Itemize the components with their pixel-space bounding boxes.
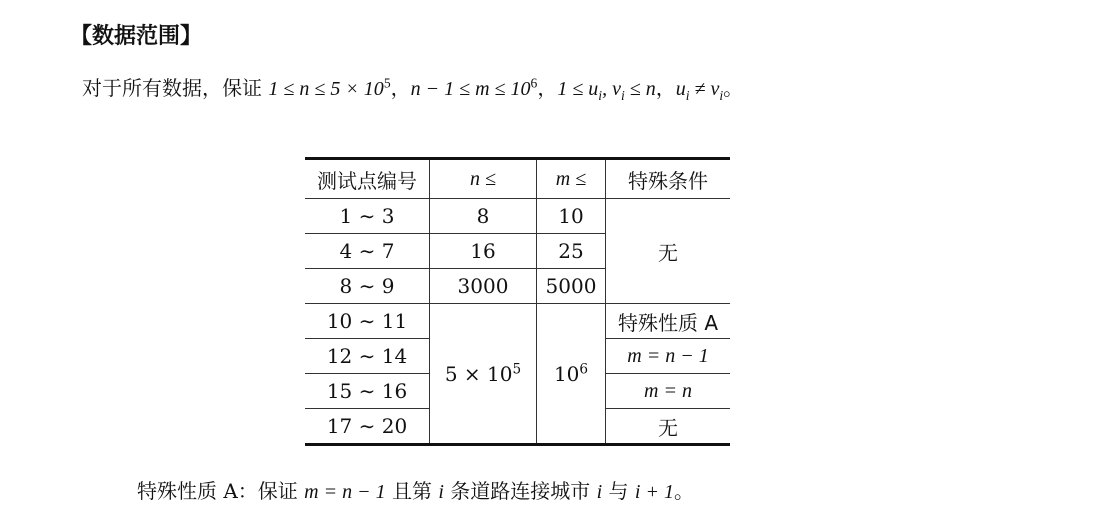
cell-test-id: 12 ∼ 14 bbox=[305, 339, 430, 374]
cell-test-id: 1 ∼ 3 bbox=[305, 199, 430, 234]
constraint-prefix: 对于所有数据，保证 bbox=[82, 76, 269, 100]
note-label: 特殊性质 A：保证 bbox=[137, 479, 305, 503]
cell-n-max: 8 bbox=[430, 199, 537, 234]
cell-n-max-merged: $5 \times 10^5$ bbox=[430, 304, 537, 445]
constraint-m-range: $n - 1 \le m \le 10^6$ bbox=[410, 75, 538, 100]
cell-m-max-merged: $10^6$ bbox=[537, 304, 606, 445]
period: 。 bbox=[673, 479, 694, 503]
header-special: 特殊条件 bbox=[606, 159, 731, 199]
cell-special: m = n bbox=[606, 374, 731, 409]
cell-special: m = n − 1 bbox=[606, 339, 731, 374]
period: 。 bbox=[723, 76, 744, 100]
cell-special: 特殊性质 A bbox=[606, 304, 731, 339]
header-test-id: 测试点编号 bbox=[305, 159, 430, 199]
note-var: i bbox=[438, 481, 444, 503]
constraint-line bbox=[82, 72, 743, 101]
cell-n-max: 3000 bbox=[430, 269, 537, 304]
separator: ， bbox=[390, 76, 411, 100]
note-text: 且第 bbox=[385, 479, 439, 503]
note-text: 条道路连接城市 bbox=[443, 479, 597, 503]
separator: ， bbox=[655, 76, 676, 100]
cell-m-max: 25 bbox=[537, 234, 606, 269]
special-property-note bbox=[137, 475, 694, 504]
table-row bbox=[305, 304, 730, 339]
cell-test-id: 17 ∼ 20 bbox=[305, 409, 430, 445]
section-title: 【数据范围】 bbox=[70, 24, 203, 49]
cell-m-max: 10 bbox=[537, 199, 606, 234]
cell-n-max: 16 bbox=[430, 234, 537, 269]
note-text: 与 bbox=[602, 479, 635, 503]
note-expr: m = n − 1 bbox=[304, 481, 386, 503]
header-m-max: m ≤ bbox=[537, 159, 606, 199]
separator: ， bbox=[537, 76, 558, 100]
note-expr: i + 1 bbox=[634, 481, 674, 503]
cell-special-none: 无 bbox=[606, 199, 731, 304]
table-header-row bbox=[305, 159, 730, 199]
cell-special: 无 bbox=[606, 409, 731, 445]
note-var: i bbox=[596, 481, 603, 503]
cell-test-id: 10 ∼ 11 bbox=[305, 304, 430, 339]
constraint-n-range: $1 \le n \le 5 \times 10^5$ bbox=[268, 75, 391, 100]
header-n-max: n ≤ bbox=[430, 159, 537, 199]
cell-test-id: 15 ∼ 16 bbox=[305, 374, 430, 409]
table-row bbox=[305, 199, 730, 234]
cell-m-max: 5000 bbox=[537, 269, 606, 304]
data-range-table bbox=[305, 157, 730, 446]
constraint-uv-distinct: $u_i \ne v_i$ bbox=[675, 78, 724, 103]
constraint-uv-range: $1 \le u_i$, $v_i \le n$ bbox=[557, 78, 656, 103]
cell-test-id: 8 ∼ 9 bbox=[305, 269, 430, 304]
cell-test-id: 4 ∼ 7 bbox=[305, 234, 430, 269]
